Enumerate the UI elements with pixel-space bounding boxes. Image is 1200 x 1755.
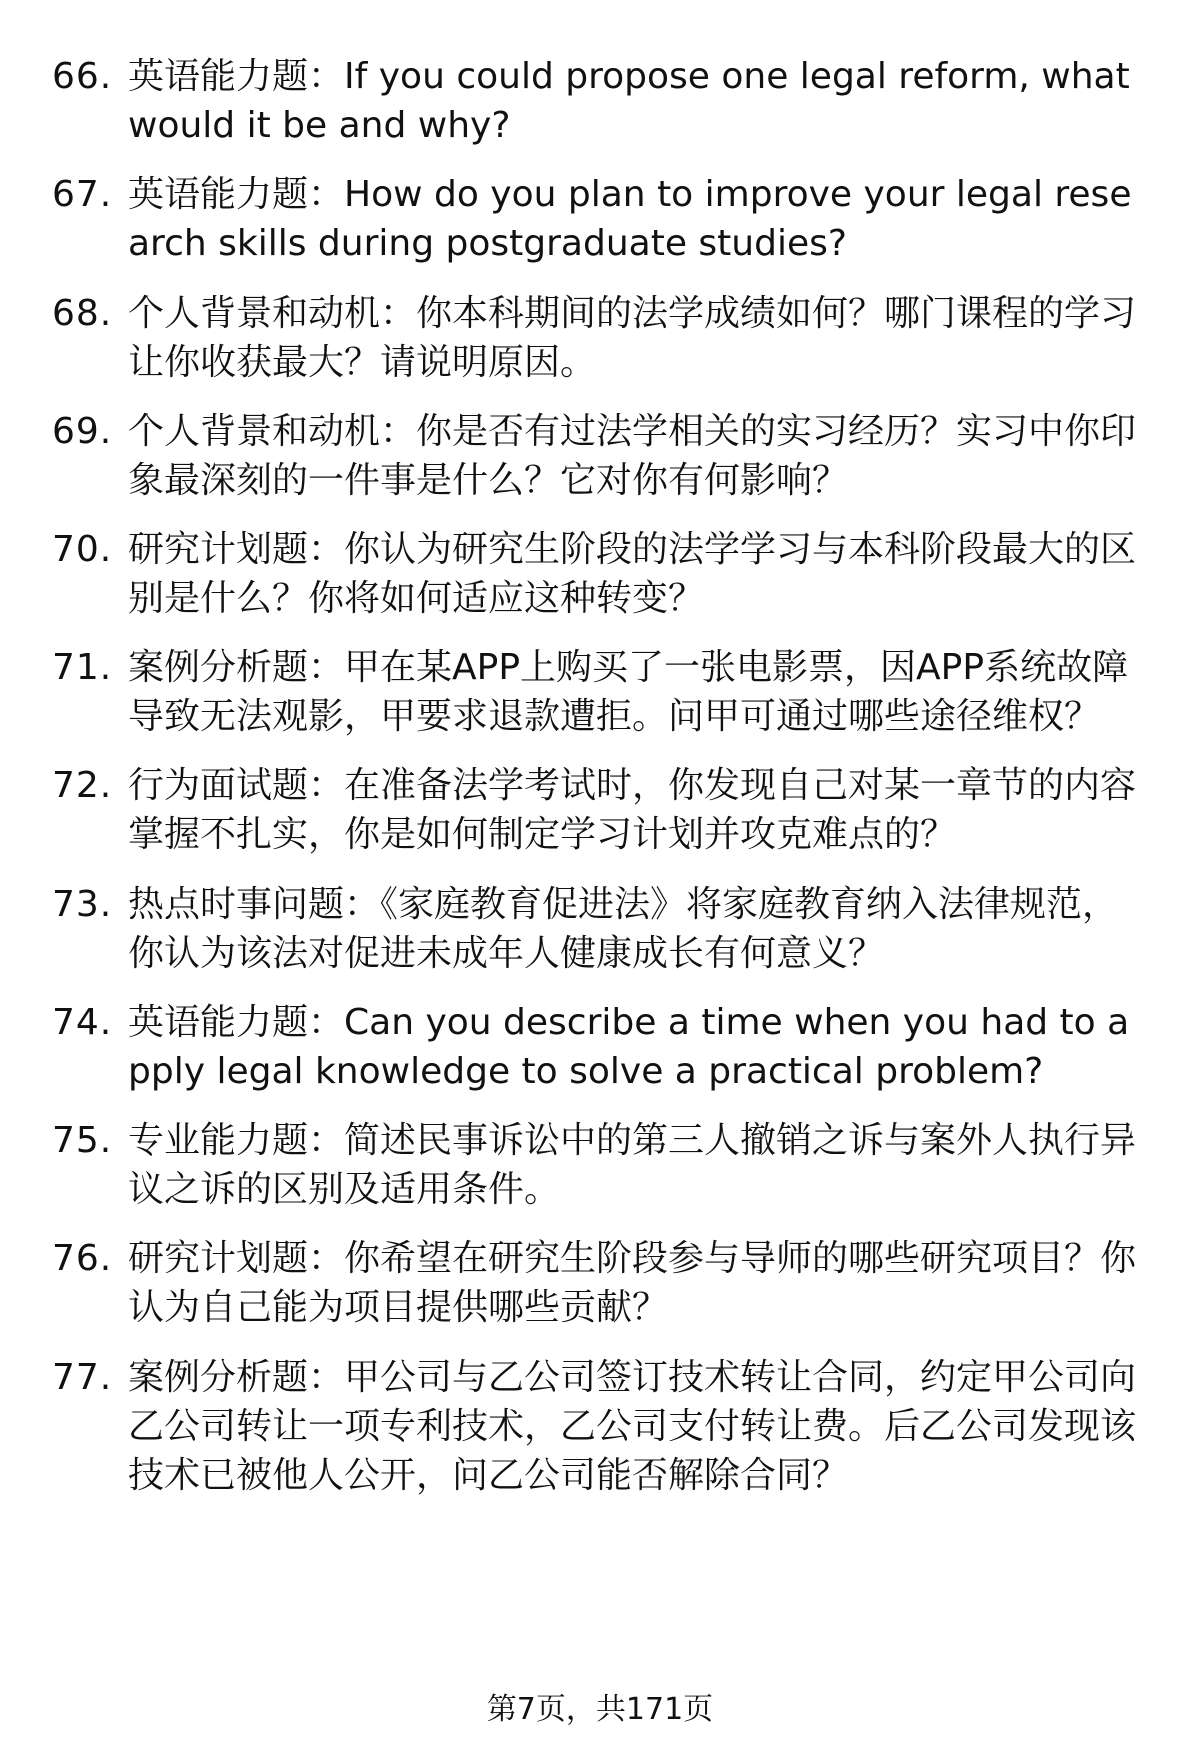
question-number: 76. (52, 1238, 113, 1279)
question-item-76 (52, 1234, 1152, 1332)
question-number: 69. (52, 411, 113, 452)
question-text: 热点时事问题：《家庭教育促进法》将家庭教育纳入法律规范，你认为该法对促进未成年人健康成长有何意义？ (128, 884, 1119, 974)
question-text: 个人背景和动机：你是否有过法学相关的实习经历？实习中你印象最深刻的一件事是什么？它对你有何影响？ (128, 411, 1137, 501)
question-text: 研究计划题：你认为研究生阶段的法学学习与本科阶段最大的区别是什么？你将如何适应这种转变？ (128, 529, 1137, 619)
question-text: 研究计划题：你希望在研究生阶段参与导师的哪些研究项目？你认为自己能为项目提供哪些贡献？ (128, 1238, 1137, 1328)
question-item-68 (52, 289, 1152, 387)
question-text: 英语能力题：How do you plan to improve your legal research skills during postgraduate studies? (128, 174, 1132, 264)
question-item-71 (52, 643, 1152, 741)
question-text: 案例分析题：甲在某APP上购买了一张电影票，因APP系统故障导致无法观影，甲要求退款遭拒。问甲可通过哪些途径维权？ (128, 647, 1129, 737)
question-text: 英语能力题：If you could propose one legal reform, what would it be and why? (128, 56, 1130, 146)
question-item-73 (52, 880, 1152, 978)
question-number: 70. (52, 529, 113, 570)
question-number: 73. (52, 884, 113, 925)
question-text: 英语能力题：Can you describe a time when you had to apply legal knowledge to solve a practical problem? (128, 1002, 1130, 1092)
question-item-74 (52, 998, 1152, 1096)
question-item-77 (52, 1353, 1152, 1500)
question-text: 行为面试题：在准备法学考试时，你发现自己对某一章节的内容掌握不扎实，你是如何制定学习计划并攻克难点的？ (128, 765, 1137, 855)
question-number: 71. (52, 647, 113, 688)
question-item-70 (52, 525, 1152, 623)
question-number: 74. (52, 1002, 113, 1043)
question-item-69 (52, 407, 1152, 505)
question-number: 66. (52, 56, 113, 97)
question-number: 67. (52, 174, 113, 215)
question-text: 专业能力题：简述民事诉讼中的第三人撤销之诉与案外人执行异议之诉的区别及适用条件。 (128, 1120, 1137, 1210)
question-item-72 (52, 761, 1152, 859)
question-text: 个人背景和动机：你本科期间的法学成绩如何？哪门课程的学习让你收获最大？请说明原因。 (128, 293, 1137, 383)
question-text: 案例分析题：甲公司与乙公司签订技术转让合同，约定甲公司向乙公司转让一项专利技术，乙公司支付转让费。后乙公司发现该技术已被他人公开，问乙公司能否解除合同？ (128, 1357, 1137, 1496)
question-number: 75. (52, 1120, 113, 1161)
page-footer: 第7页，共171页 (486, 1692, 714, 1727)
question-number: 72. (52, 765, 113, 806)
question-item-75 (52, 1116, 1152, 1214)
question-number: 68. (52, 293, 113, 334)
question-item-66 (52, 52, 1152, 150)
question-item-67 (52, 170, 1152, 268)
question-number: 77. (52, 1357, 113, 1398)
